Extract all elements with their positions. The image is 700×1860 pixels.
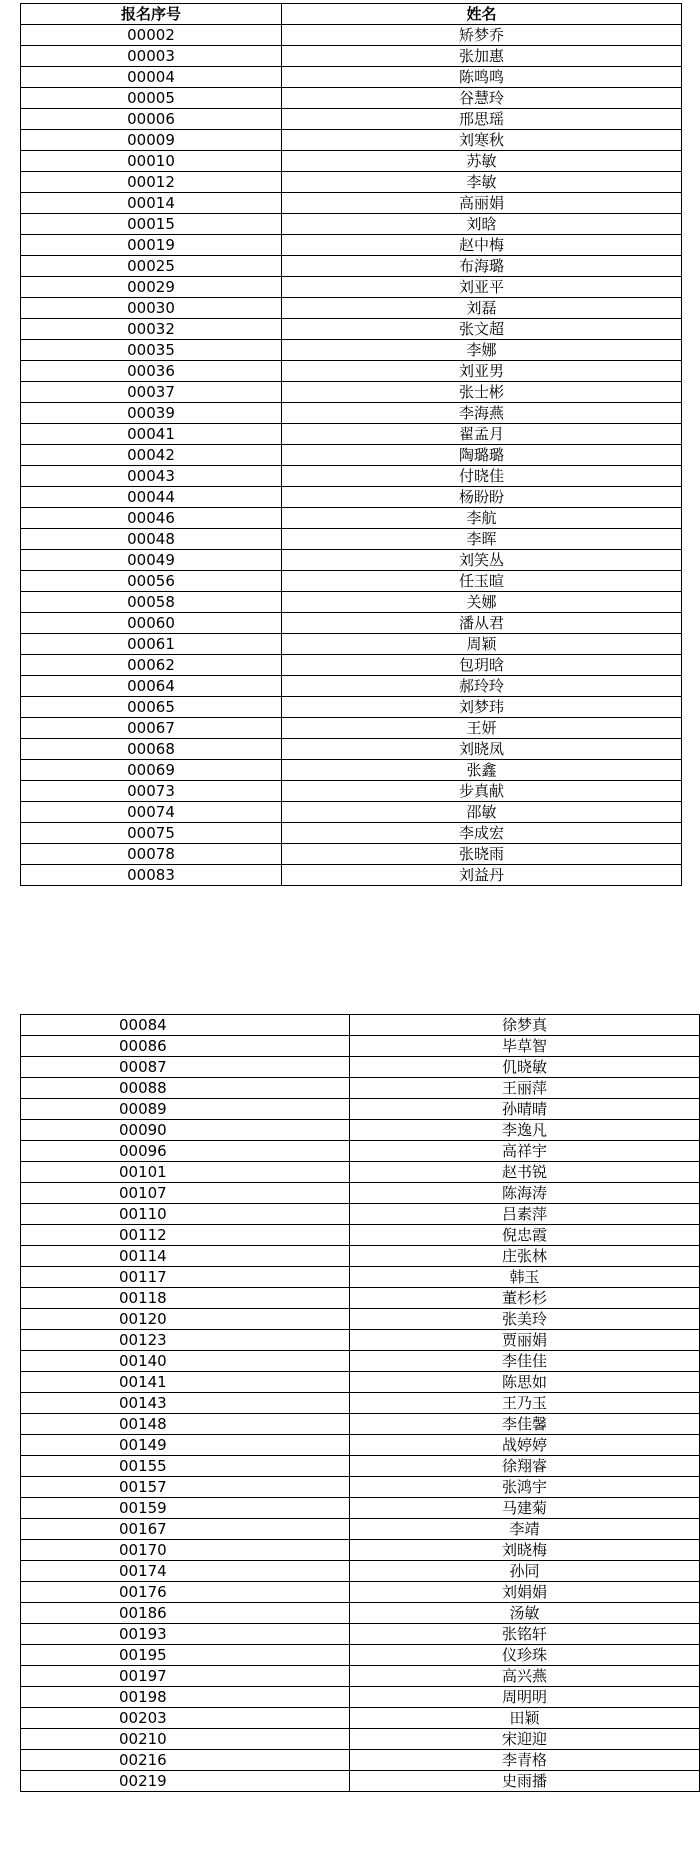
table-row — [21, 1477, 700, 1498]
table-row — [21, 1603, 700, 1624]
table-row — [21, 1729, 700, 1750]
registration-number: 00041 — [21, 424, 282, 445]
registration-number: 00088 — [21, 1078, 350, 1099]
table-row — [21, 1204, 700, 1225]
table-row — [21, 1414, 700, 1435]
registration-number: 00069 — [21, 760, 282, 781]
table-row — [21, 25, 682, 46]
person-name: 王乃玉 — [350, 1393, 700, 1414]
table-row — [21, 1141, 700, 1162]
person-name: 高祥宇 — [350, 1141, 700, 1162]
registration-number: 00084 — [21, 1015, 350, 1036]
registration-number: 00203 — [21, 1708, 350, 1729]
table-row — [21, 1456, 700, 1477]
person-name: 徐翔睿 — [350, 1456, 700, 1477]
person-name: 关娜 — [282, 592, 682, 613]
person-name: 张美玲 — [350, 1309, 700, 1330]
person-name: 李佳馨 — [350, 1414, 700, 1435]
person-name: 韩玉 — [350, 1267, 700, 1288]
person-name: 赵书锐 — [350, 1162, 700, 1183]
person-name: 张晓雨 — [282, 844, 682, 865]
person-name: 李敏 — [282, 172, 682, 193]
table-row — [21, 319, 682, 340]
table-row — [21, 1057, 700, 1078]
person-name: 李成宏 — [282, 823, 682, 844]
registration-number: 00219 — [21, 1771, 350, 1792]
table-row — [21, 1036, 700, 1057]
person-name: 李逸凡 — [350, 1120, 700, 1141]
registration-number: 00110 — [21, 1204, 350, 1225]
registration-number: 00037 — [21, 382, 282, 403]
registration-number: 00075 — [21, 823, 282, 844]
person-name: 刘娟娟 — [350, 1582, 700, 1603]
table-row — [21, 1435, 700, 1456]
registration-number: 00035 — [21, 340, 282, 361]
person-name: 张铭轩 — [350, 1624, 700, 1645]
person-name: 宋迎迎 — [350, 1729, 700, 1750]
table-row — [21, 634, 682, 655]
registration-number: 00064 — [21, 676, 282, 697]
person-name: 李靖 — [350, 1519, 700, 1540]
registration-number: 00157 — [21, 1477, 350, 1498]
registration-number: 00012 — [21, 172, 282, 193]
person-name: 李佳佳 — [350, 1351, 700, 1372]
person-name: 刘梦玮 — [282, 697, 682, 718]
table-row — [21, 676, 682, 697]
registration-number: 00101 — [21, 1162, 350, 1183]
person-name: 董杉杉 — [350, 1288, 700, 1309]
person-name: 陈海涛 — [350, 1183, 700, 1204]
table-row — [21, 1519, 700, 1540]
table-row — [21, 1561, 700, 1582]
person-name: 李海燕 — [282, 403, 682, 424]
person-name: 矫梦乔 — [282, 25, 682, 46]
registration-number: 00032 — [21, 319, 282, 340]
table-row — [21, 1162, 700, 1183]
person-name: 刘亚平 — [282, 277, 682, 298]
person-name: 邢思瑶 — [282, 109, 682, 130]
table-row — [21, 1099, 700, 1120]
table-row — [21, 256, 682, 277]
registration-number: 00089 — [21, 1099, 350, 1120]
registration-number: 00025 — [21, 256, 282, 277]
table-row — [21, 781, 682, 802]
registration-number: 00167 — [21, 1519, 350, 1540]
person-name: 刘益丹 — [282, 865, 682, 886]
table-row — [21, 1708, 700, 1729]
registration-number: 00087 — [21, 1057, 350, 1078]
header-id: 报名序号 — [21, 4, 282, 25]
person-name: 翟孟月 — [282, 424, 682, 445]
person-name: 赵中梅 — [282, 235, 682, 256]
person-name: 庄张林 — [350, 1246, 700, 1267]
person-name: 包玥晗 — [282, 655, 682, 676]
table-row — [21, 67, 682, 88]
registration-number: 00068 — [21, 739, 282, 760]
registration-number: 00058 — [21, 592, 282, 613]
table-row — [21, 445, 682, 466]
table-row — [21, 487, 682, 508]
registration-number: 00123 — [21, 1330, 350, 1351]
header-row — [21, 4, 682, 25]
registration-number: 00060 — [21, 613, 282, 634]
table-row — [21, 403, 682, 424]
person-name: 高丽娟 — [282, 193, 682, 214]
table-row — [21, 1225, 700, 1246]
table-row — [21, 1183, 700, 1204]
registration-number: 00042 — [21, 445, 282, 466]
registration-number: 00065 — [21, 697, 282, 718]
table-row — [21, 1246, 700, 1267]
person-name: 王丽萍 — [350, 1078, 700, 1099]
person-name: 苏敏 — [282, 151, 682, 172]
table-row — [21, 718, 682, 739]
registration-number: 00117 — [21, 1267, 350, 1288]
registration-number: 00174 — [21, 1561, 350, 1582]
table-row — [21, 655, 682, 676]
registration-number: 00048 — [21, 529, 282, 550]
person-name: 邵敏 — [282, 802, 682, 823]
table-row — [21, 823, 682, 844]
table-row — [21, 1582, 700, 1603]
person-name: 陈鸣鸣 — [282, 67, 682, 88]
table-row — [21, 424, 682, 445]
table-row — [21, 1393, 700, 1414]
table-row — [21, 151, 682, 172]
table-row — [21, 1267, 700, 1288]
table-row — [21, 277, 682, 298]
table-row — [21, 1015, 700, 1036]
registration-number: 00043 — [21, 466, 282, 487]
table-row — [21, 1687, 700, 1708]
person-name: 周颖 — [282, 634, 682, 655]
registration-number: 00003 — [21, 46, 282, 67]
person-name: 刘笑丛 — [282, 550, 682, 571]
registration-number: 00010 — [21, 151, 282, 172]
table-row — [21, 697, 682, 718]
table-row — [21, 172, 682, 193]
table-row — [21, 214, 682, 235]
person-name: 步真献 — [282, 781, 682, 802]
registration-number: 00198 — [21, 1687, 350, 1708]
table-row — [21, 88, 682, 109]
person-name: 李娜 — [282, 340, 682, 361]
table-row — [21, 592, 682, 613]
person-name: 郝玲玲 — [282, 676, 682, 697]
table-row — [21, 1120, 700, 1141]
person-name: 刘晓梅 — [350, 1540, 700, 1561]
table-row — [21, 1540, 700, 1561]
person-name: 李青格 — [350, 1750, 700, 1771]
person-name: 张文超 — [282, 319, 682, 340]
table-row — [21, 235, 682, 256]
registration-number: 00049 — [21, 550, 282, 571]
registration-number: 00083 — [21, 865, 282, 886]
registration-number: 00141 — [21, 1372, 350, 1393]
table-row — [21, 466, 682, 487]
person-name: 任玉暄 — [282, 571, 682, 592]
registration-number: 00107 — [21, 1183, 350, 1204]
registration-number: 00044 — [21, 487, 282, 508]
person-name: 陈思如 — [350, 1372, 700, 1393]
registration-number: 00074 — [21, 802, 282, 823]
registration-number: 00030 — [21, 298, 282, 319]
person-name: 仉晓敏 — [350, 1057, 700, 1078]
registration-number: 00148 — [21, 1414, 350, 1435]
table-row — [21, 1624, 700, 1645]
table-row — [21, 193, 682, 214]
registration-number: 00112 — [21, 1225, 350, 1246]
table-row — [21, 739, 682, 760]
table-row — [21, 865, 682, 886]
registration-number: 00090 — [21, 1120, 350, 1141]
table-row — [21, 1351, 700, 1372]
table-row — [21, 46, 682, 67]
table-row — [21, 571, 682, 592]
registration-number: 00067 — [21, 718, 282, 739]
person-name: 战婷婷 — [350, 1435, 700, 1456]
registration-number: 00005 — [21, 88, 282, 109]
registration-number: 00086 — [21, 1036, 350, 1057]
table-row — [21, 550, 682, 571]
table-row — [21, 130, 682, 151]
table-row — [21, 1771, 700, 1792]
registration-number: 00159 — [21, 1498, 350, 1519]
person-name: 刘晗 — [282, 214, 682, 235]
registration-number: 00143 — [21, 1393, 350, 1414]
roster-table-2 — [20, 1014, 700, 1792]
registration-number: 00036 — [21, 361, 282, 382]
registration-number: 00009 — [21, 130, 282, 151]
table-row — [21, 760, 682, 781]
table-row — [21, 382, 682, 403]
person-name: 刘晓凤 — [282, 739, 682, 760]
registration-number: 00216 — [21, 1750, 350, 1771]
registration-number: 00015 — [21, 214, 282, 235]
table-row — [21, 109, 682, 130]
table-row — [21, 844, 682, 865]
registration-number: 00114 — [21, 1246, 350, 1267]
person-name: 汤敏 — [350, 1603, 700, 1624]
registration-number: 00140 — [21, 1351, 350, 1372]
registration-number: 00155 — [21, 1456, 350, 1477]
table-row — [21, 508, 682, 529]
person-name: 贾丽娟 — [350, 1330, 700, 1351]
registration-number: 00170 — [21, 1540, 350, 1561]
person-name: 王妍 — [282, 718, 682, 739]
person-name: 倪忠霞 — [350, 1225, 700, 1246]
table-row — [21, 802, 682, 823]
registration-number: 00006 — [21, 109, 282, 130]
table-row — [21, 1078, 700, 1099]
person-name: 潘从君 — [282, 613, 682, 634]
person-name: 张鸿宇 — [350, 1477, 700, 1498]
person-name: 仪珍珠 — [350, 1645, 700, 1666]
registration-number: 00195 — [21, 1645, 350, 1666]
person-name: 吕素萍 — [350, 1204, 700, 1225]
registration-number: 00210 — [21, 1729, 350, 1750]
person-name: 田颖 — [350, 1708, 700, 1729]
person-name: 刘亚男 — [282, 361, 682, 382]
table-row — [21, 1498, 700, 1519]
registration-number: 00096 — [21, 1141, 350, 1162]
person-name: 谷慧玲 — [282, 88, 682, 109]
registration-number: 00186 — [21, 1603, 350, 1624]
table-row — [21, 529, 682, 550]
table-row — [21, 1288, 700, 1309]
person-name: 史雨播 — [350, 1771, 700, 1792]
person-name: 周明明 — [350, 1687, 700, 1708]
person-name: 杨盼盼 — [282, 487, 682, 508]
table-row — [21, 613, 682, 634]
person-name: 孙晴晴 — [350, 1099, 700, 1120]
person-name: 张鑫 — [282, 760, 682, 781]
table-row — [21, 340, 682, 361]
person-name: 李航 — [282, 508, 682, 529]
table-row — [21, 1372, 700, 1393]
person-name: 布海璐 — [282, 256, 682, 277]
registration-number: 00193 — [21, 1624, 350, 1645]
person-name: 马建菊 — [350, 1498, 700, 1519]
person-name: 刘寒秋 — [282, 130, 682, 151]
person-name: 李晖 — [282, 529, 682, 550]
registration-number: 00149 — [21, 1435, 350, 1456]
registration-number: 00118 — [21, 1288, 350, 1309]
person-name: 孙同 — [350, 1561, 700, 1582]
person-name: 张加惠 — [282, 46, 682, 67]
registration-number: 00046 — [21, 508, 282, 529]
registration-number: 00014 — [21, 193, 282, 214]
table-row — [21, 298, 682, 319]
table-row — [21, 1645, 700, 1666]
registration-number: 00073 — [21, 781, 282, 802]
person-name: 付晓佳 — [282, 466, 682, 487]
person-name: 刘磊 — [282, 298, 682, 319]
registration-number: 00120 — [21, 1309, 350, 1330]
table-row — [21, 361, 682, 382]
registration-number: 00019 — [21, 235, 282, 256]
registration-number: 00004 — [21, 67, 282, 88]
roster-table-1 — [20, 3, 682, 886]
registration-number: 00176 — [21, 1582, 350, 1603]
roster-body-1 — [21, 25, 682, 886]
person-name: 毕草智 — [350, 1036, 700, 1057]
table-row — [21, 1330, 700, 1351]
person-name: 陶璐璐 — [282, 445, 682, 466]
registration-number: 00056 — [21, 571, 282, 592]
table-row — [21, 1309, 700, 1330]
person-name: 张士彬 — [282, 382, 682, 403]
registration-number: 00029 — [21, 277, 282, 298]
header-name: 姓名 — [282, 4, 682, 25]
registration-number: 00061 — [21, 634, 282, 655]
registration-number: 00062 — [21, 655, 282, 676]
registration-number: 00002 — [21, 25, 282, 46]
registration-number: 00197 — [21, 1666, 350, 1687]
registration-number: 00078 — [21, 844, 282, 865]
person-name: 徐梦真 — [350, 1015, 700, 1036]
roster-body-2 — [21, 1015, 700, 1792]
person-name: 高兴燕 — [350, 1666, 700, 1687]
table-row — [21, 1750, 700, 1771]
registration-number: 00039 — [21, 403, 282, 424]
table-row — [21, 1666, 700, 1687]
